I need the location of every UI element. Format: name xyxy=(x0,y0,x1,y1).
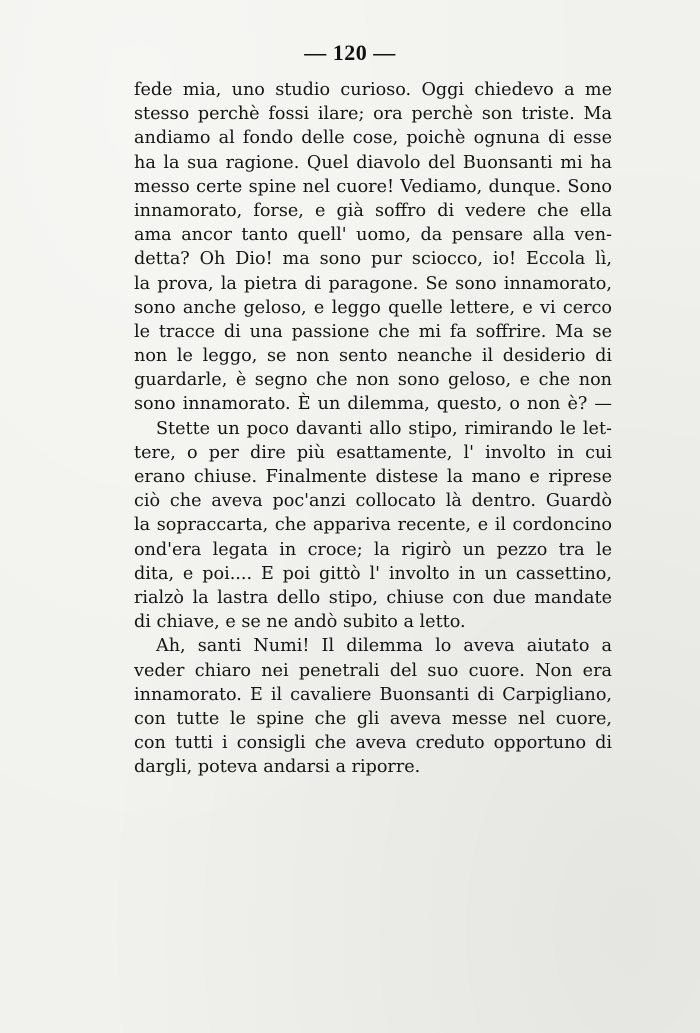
text-line: dita, e poi.... E poi gittò l' involto in un cassettino, xyxy=(134,563,612,584)
text-line: erano chiuse. Finalmente distese la mano e riprese xyxy=(134,467,612,487)
text-line: non le leggo, se non sento neanche il desiderio di xyxy=(134,346,612,367)
text-line: guardarle, è segno che non sono geloso, e che non xyxy=(134,370,612,391)
text-line: Stette un poco davanti allo stipo, rimirando le let- xyxy=(156,418,612,439)
text-line: di chiave, e se ne andò subito a letto. xyxy=(134,612,466,633)
text-line: detta? Oh Dio! ma sono pur sciocco, io! Eccola lì, xyxy=(134,249,612,270)
text-line: la prova, la pietra di paragone. Se sono innamorato, xyxy=(134,273,612,294)
text-line: innamorato. E il cavaliere Buonsanti di Carpigliano, xyxy=(134,684,612,705)
text-line: ama ancor tanto quell' uomo, da pensare alla ven- xyxy=(134,225,612,246)
text-line: ciò che aveva poc'anzi collocato là dentro. Guardò xyxy=(134,491,612,512)
page-number: — 120 — xyxy=(304,40,396,65)
text-line: veder chiaro nei penetrali del suo cuore. Non era xyxy=(134,660,612,681)
text-line: sono anche geloso, e leggo quelle lettere, e vi cerco xyxy=(134,297,612,318)
text-line: messo certe spine nel cuore! Vediamo, dunque. Sono xyxy=(134,176,612,197)
text-line: rialzò la lastra dello stipo, chiuse con due mandate xyxy=(134,587,612,608)
text-line: la sopraccarta, che appariva recente, e il cordoncino xyxy=(134,515,612,536)
body-text xyxy=(134,78,612,779)
text-line: stesso perchè fossi ilare; ora perchè son triste. Ma xyxy=(134,104,612,125)
text-line: con tutte le spine che gli aveva messe nel cuore, xyxy=(134,708,612,729)
text-line: con tutti i consigli che aveva creduto opportuno di xyxy=(134,733,612,754)
paragraph-3 xyxy=(134,634,612,779)
text-line: fede mia, uno studio curioso. Oggi chiedevo a me xyxy=(134,80,612,100)
paragraph-2 xyxy=(134,417,612,635)
text-line: tere, o per dire più esattamente, l' involto in cui xyxy=(134,442,612,463)
text-line: ha la sua ragione. Quel diavolo del Buonsanti mi ha xyxy=(134,152,612,173)
text-line: ond'era legata in croce; la rigirò un pezzo tra le xyxy=(134,539,612,560)
text-line: le tracce di una passione che mi fa soffrire. Ma se xyxy=(134,321,612,342)
text-line: sono innamorato. È un dilemma, questo, o non è? — xyxy=(134,394,612,415)
text-line: dargli, poteva andarsi a riporre. xyxy=(134,757,421,778)
paragraph-1 xyxy=(134,78,612,417)
text-line: andiamo al fondo delle cose, poichè ognuna di esse xyxy=(134,128,612,149)
text-line: Ah, santi Numi! Il dilemma lo aveva aiutato a xyxy=(156,636,612,657)
text-line: innamorato, forse, e già soffro di vedere che ella xyxy=(134,200,612,221)
